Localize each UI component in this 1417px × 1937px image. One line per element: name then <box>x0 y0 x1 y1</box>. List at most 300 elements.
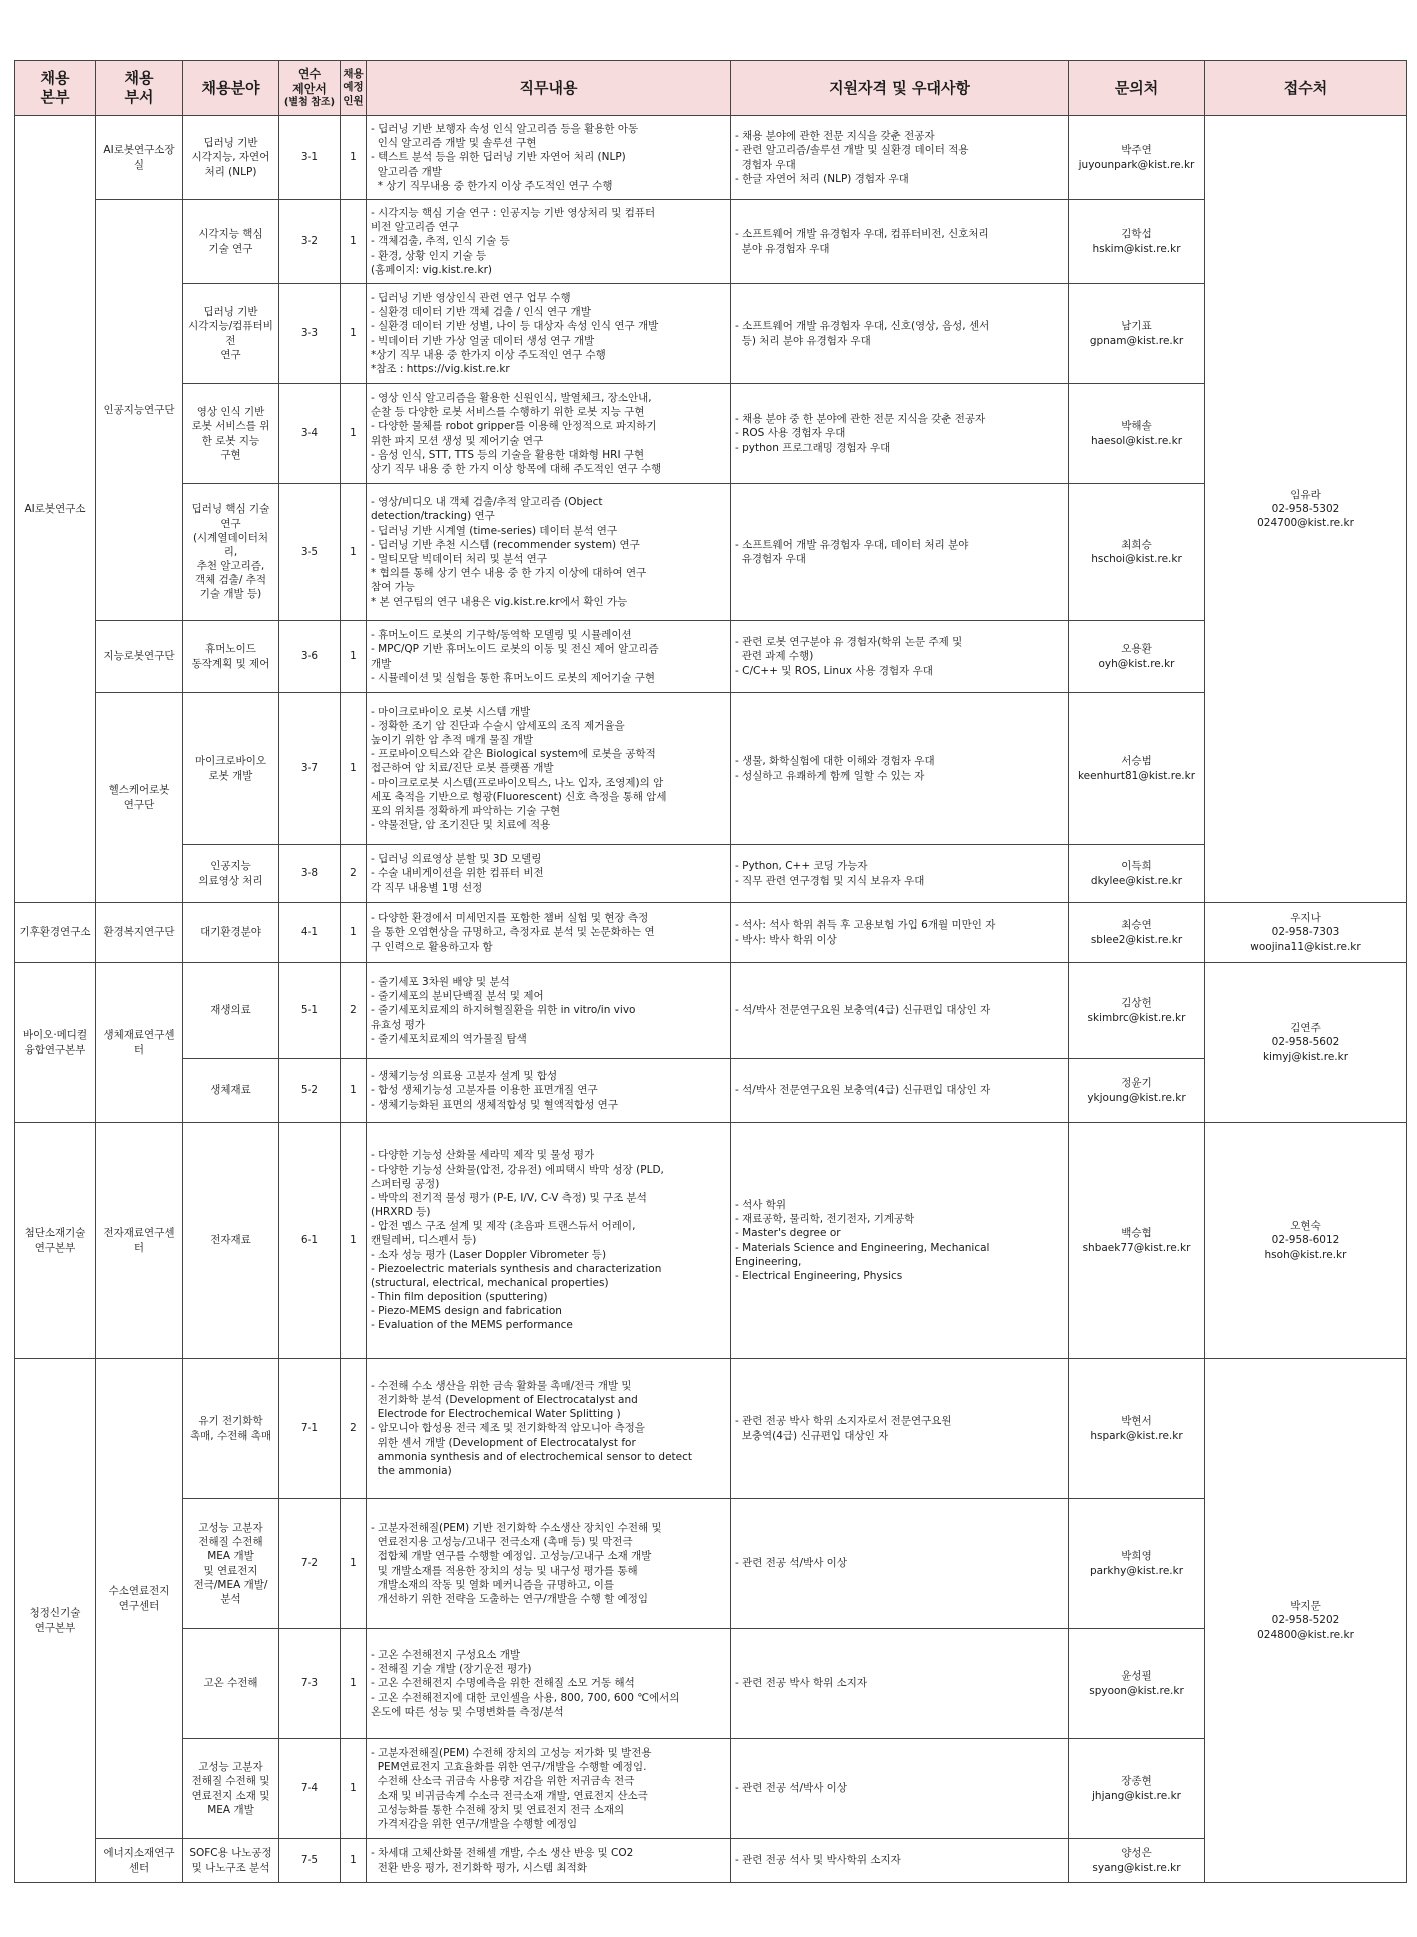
duty-line: - Evaluation of the MEMS performance <box>371 1319 573 1332</box>
qualifications-list <box>735 1781 1064 1795</box>
field-label: 딥러닝 핵심 기술 연구 (시계열데이터처리, 추천 알고리즘, 객체 검출/ 추적 기술 개발 등) <box>191 503 270 601</box>
reception-cell <box>1205 116 1407 903</box>
qualification-line: - 생물, 화학실험에 대한 이해와 경험자 우대 <box>735 755 935 768</box>
qualification-line: - 관련 전공 석/박사 이상 <box>735 1782 847 1795</box>
qualifications-cell <box>731 484 1069 621</box>
reception-email[interactable]: hsoh@kist.re.kr <box>1264 1248 1347 1261</box>
field-cell <box>183 1059 279 1123</box>
duty-line: 각 직무 내용별 1명 선정 <box>371 881 483 894</box>
duties-cell <box>367 1123 731 1359</box>
qualification-line: - 석/박사 전문연구요원 보충역(4급) 신규편입 대상인 자 <box>735 1084 991 1097</box>
qualifications-list <box>735 1198 1064 1283</box>
hq-label: 바이오·메디컬 융합연구본부 <box>22 1029 88 1056</box>
duty-line: - 전해질 기술 개발 (장기운전 평가) <box>371 1663 532 1676</box>
contact-cell <box>1069 845 1205 903</box>
duty-line: - 다양한 환경에서 미세먼지를 포함한 챔버 실험 및 현장 측정 <box>371 912 649 925</box>
contact-name: 박현서 <box>1121 1415 1152 1428</box>
proposal-code-text: 4-1 <box>300 926 319 939</box>
dept-label: AI로봇연구소장실 <box>103 144 175 171</box>
duty-line: - 생체기능성 의료용 고분자 설계 및 합성 <box>371 1070 558 1083</box>
table-row <box>15 903 1407 963</box>
proposal-code <box>279 1123 341 1359</box>
duties-list <box>371 1521 726 1606</box>
proposal-code-text: 3-1 <box>300 151 319 164</box>
qualifications-cell <box>731 384 1069 484</box>
header-contact: 문의처 <box>1069 61 1205 116</box>
duty-line: - 멀티모달 빅데이터 처리 및 분석 연구 <box>371 553 547 565</box>
duties-list <box>371 1746 726 1831</box>
table-row <box>15 621 1407 693</box>
dept-cell <box>96 200 183 621</box>
duty-line: - 딥러닝 기반 추천 시스템 (recommender system) 연구 <box>371 538 640 551</box>
contact-name: 정윤기 <box>1121 1077 1152 1090</box>
recruitment-table <box>14 60 1407 1883</box>
dept-label: 에너지소재연구센터 <box>103 1847 175 1874</box>
contact-email[interactable]: shbaek77@kist.re.kr <box>1082 1241 1191 1254</box>
duty-line: detection/tracking) 연구 <box>371 510 495 523</box>
duty-line: 수전해 산소극 귀금속 사용량 저감을 위한 저귀금속 전극 <box>371 1775 635 1788</box>
qualifications-list <box>735 754 1064 782</box>
proposal-code-text: 6-1 <box>300 1234 319 1247</box>
contact-email[interactable]: juyounpark@kist.re.kr <box>1078 158 1195 171</box>
duty-line: - 수술 내비게이션을 위한 컴퓨터 비전 <box>371 867 544 880</box>
proposal-code <box>279 693 341 845</box>
header-proposal-note: (별첨 참조) <box>283 96 336 108</box>
contact-email[interactable]: skimbrc@kist.re.kr <box>1087 1011 1186 1024</box>
qualification-line: - Electrical Engineering, Physics <box>735 1269 903 1282</box>
field-label: 고성능 고분자 전해질 수전해 및 연료전지 소재 및 MEA 개발 <box>191 1761 270 1816</box>
hq-cell <box>15 1123 96 1359</box>
duty-line: 개발소재의 작동 및 열화 메커니즘을 규명하고, 이를 <box>371 1578 615 1591</box>
table-row <box>15 1359 1407 1499</box>
duty-line: 개발 <box>371 657 392 670</box>
qualification-line: - python 프로그래밍 경험자 우대 <box>735 441 891 454</box>
duties-list <box>371 1379 726 1478</box>
contact-email[interactable]: parkhy@kist.re.kr <box>1089 1564 1184 1577</box>
duty-line: - 딥러닝 의료영상 분할 및 3D 모델링 <box>371 853 542 866</box>
contact-email[interactable]: spyoon@kist.re.kr <box>1089 1684 1184 1697</box>
duty-line: 가격저감을 위한 연구/개발을 수행할 예정임 <box>371 1817 578 1830</box>
duty-line: - 소자 성능 평가 (Laser Doppler Vibrometer 등) <box>371 1248 607 1261</box>
headcount-text: 1 <box>350 151 357 164</box>
field-cell <box>183 1629 279 1739</box>
headcount <box>341 484 367 621</box>
headcount <box>341 116 367 200</box>
headcount <box>341 845 367 903</box>
dept-cell <box>96 621 183 693</box>
qualifications-cell <box>731 1629 1069 1739</box>
duty-line: (structural, electrical, mechanical properties) <box>371 1276 609 1289</box>
table-row <box>15 845 1407 903</box>
field-cell <box>183 1359 279 1499</box>
headcount <box>341 1629 367 1739</box>
proposal-code-text: 3-5 <box>300 545 319 558</box>
proposal-code <box>279 384 341 484</box>
header-hq: 채용 본부 <box>15 61 96 116</box>
qualification-line: - 소프트웨어 개발 유경험자 우대, 신호(영상, 음성, 센서 <box>735 320 990 333</box>
reception-phone: 02-958-5302 <box>1271 502 1340 515</box>
duty-line: - 음성 인식, STT, TTS 등의 기술을 활용한 대화형 HRI 구현 <box>371 448 645 461</box>
duty-line: - 다양한 물체를 robot gripper를 이용해 안정적으로 파지하기 <box>371 420 657 433</box>
dept-label: 헬스케어로봇 연구단 <box>108 784 170 811</box>
duty-line: * 상기 직무내용 중 한가지 이상 주도적인 연구 수행 <box>371 179 613 192</box>
duties-list <box>371 122 726 193</box>
reception-cell <box>1205 903 1407 963</box>
field-label: 고성능 고분자 전해질 수전해 MEA 개발 및 연료전지 전극/MEA 개발/ 분석 <box>193 1521 268 1605</box>
proposal-code <box>279 845 341 903</box>
duty-line: - 객체검출, 추적, 인식 기술 등 <box>371 235 510 248</box>
qualifications-list <box>735 412 1064 455</box>
field-label: 마이크로바이오 로봇 개발 <box>194 755 266 782</box>
reception-phone: 02-958-6012 <box>1271 1234 1340 1247</box>
duties-cell <box>367 963 731 1059</box>
header-duties: 직무내용 <box>367 61 731 116</box>
qualification-line: 분야 유경험자 우대 <box>735 242 830 255</box>
headcount <box>341 621 367 693</box>
table-row <box>15 384 1407 484</box>
dept-cell <box>96 116 183 200</box>
header-row <box>15 61 1407 116</box>
headcount-text: 1 <box>350 1782 357 1795</box>
duty-line: 연료전지용 고성능/고내구 전극소재 (촉매 등) 및 막전극 <box>371 1536 633 1549</box>
field-cell <box>183 484 279 621</box>
qualifications-cell <box>731 693 1069 845</box>
duty-line: *참조 : https://vig.kist.re.kr <box>371 362 510 375</box>
header-field: 채용분야 <box>183 61 279 116</box>
proposal-code-text: 7-5 <box>300 1854 319 1867</box>
hq-cell <box>15 116 96 903</box>
reception-cell <box>1205 1359 1407 1883</box>
reception-name: 오현숙 <box>1290 1220 1321 1233</box>
duty-line: - 고분자전해질(PEM) 기반 전기화학 수소생산 장치인 수전해 및 <box>371 1521 662 1534</box>
qualification-line: - 석/박사 전문연구요원 보충역(4급) 신규편입 대상인 자 <box>735 1004 991 1017</box>
qualifications-cell <box>731 1499 1069 1629</box>
dept-cell <box>96 963 183 1123</box>
headcount-text: 1 <box>350 327 357 340</box>
duty-line: - 암모니아 합성용 전극 제조 및 전기화학적 암모니아 측정을 <box>371 1422 645 1435</box>
duty-line: PEM연료전지 고효율화를 위한 연구/개발을 수행할 예정임. <box>371 1761 647 1774</box>
hq-label: 청정신기술 연구본부 <box>29 1607 81 1634</box>
proposal-code <box>279 1359 341 1499</box>
duty-line: 상기 직무 내용 중 한 가지 이상 항목에 대해 주도적인 연구 수행 <box>371 462 662 475</box>
contact-email[interactable]: ykjoung@kist.re.kr <box>1087 1091 1186 1104</box>
duties-list <box>371 391 726 476</box>
headcount <box>341 1359 367 1499</box>
duty-line: *상기 직무 내용 중 한가지 이상 주도적인 연구 수행 <box>371 348 606 361</box>
proposal-code <box>279 1629 341 1739</box>
qualifications-cell <box>731 963 1069 1059</box>
table-row <box>15 1499 1407 1629</box>
table-row <box>15 693 1407 845</box>
duty-line: 세포 축적을 기반으로 형광(Fluorescent) 신호 측정을 통해 암세 <box>371 790 667 803</box>
field-cell <box>183 1499 279 1629</box>
contact-name: 양성은 <box>1121 1847 1152 1860</box>
duty-line: - 줄기세포의 분비단백질 분석 및 제어 <box>371 990 544 1003</box>
duty-line: - Thin film deposition (sputtering) <box>371 1291 548 1304</box>
contact-cell <box>1069 903 1205 963</box>
qualifications-list <box>735 129 1064 186</box>
headcount <box>341 200 367 284</box>
duty-line: - 시각지능 핵심 기술 연구 : 인공지능 기반 영상처리 및 컴퓨터 <box>371 207 656 220</box>
qualification-line: - 한글 자연어 처리 (NLP) 경험자 우대 <box>735 172 909 185</box>
duties-list <box>371 1069 726 1112</box>
duty-line: - 생체기능화된 표면의 생체적합성 및 혈액적합성 연구 <box>371 1098 618 1111</box>
qualifications-cell <box>731 284 1069 384</box>
duty-line: - 딥러닝 기반 영상인식 관련 연구 업무 수행 <box>371 291 571 304</box>
contact-cell <box>1069 384 1205 484</box>
field-label: 유기 전기화학 촉매, 수전해 촉매 <box>189 1415 271 1442</box>
field-label: 인공지능 의료영상 처리 <box>198 860 263 887</box>
proposal-code-text: 3-8 <box>300 867 319 880</box>
duties-list <box>371 705 726 833</box>
duties-cell <box>367 1629 731 1739</box>
contact-cell <box>1069 1739 1205 1839</box>
qualification-line: 보충역(4급) 신규편입 대상인 자 <box>735 1429 889 1442</box>
field-label: SOFC용 나노공정 및 나노구조 분석 <box>189 1847 272 1874</box>
contact-name: 박희영 <box>1121 1550 1152 1563</box>
proposal-code <box>279 484 341 621</box>
reception-cell <box>1205 963 1407 1123</box>
contact-name: 백승협 <box>1121 1227 1152 1240</box>
contact-name: 오용환 <box>1121 643 1152 656</box>
duty-line: 순찰 등 다양한 로봇 서비스를 수행하기 위한 로봇 지능 구현 <box>371 406 645 419</box>
hq-cell <box>15 963 96 1123</box>
proposal-code-text: 5-2 <box>300 1084 319 1097</box>
headcount <box>341 1839 367 1883</box>
duty-line: - 딥러닝 기반 시계열 (time-series) 데이터 분석 연구 <box>371 524 618 537</box>
contact-cell <box>1069 116 1205 200</box>
contact-email[interactable]: hskim@kist.re.kr <box>1092 242 1181 255</box>
reception-name: 임유라 <box>1290 488 1321 501</box>
reception-cell <box>1205 1123 1407 1359</box>
proposal-code <box>279 284 341 384</box>
contact-cell <box>1069 200 1205 284</box>
dept-label: 전자재료연구센터 <box>103 1227 175 1254</box>
contact-email[interactable]: hschoi@kist.re.kr <box>1091 553 1182 565</box>
duty-line: - 수전해 수소 생산을 위한 금속 활화물 촉매/전극 개발 및 <box>371 1379 632 1392</box>
headcount-text: 1 <box>350 427 357 440</box>
qualification-line: 유경험자 우대 <box>735 553 806 565</box>
proposal-code <box>279 903 341 963</box>
qualifications-cell <box>731 845 1069 903</box>
headcount-text: 1 <box>350 1234 357 1247</box>
contact-email[interactable]: dkylee@kist.re.kr <box>1090 874 1183 887</box>
field-label: 생체재료 <box>210 1084 251 1097</box>
duty-line: 알고리즘 개발 <box>371 165 442 178</box>
qualification-line: - 소프트웨어 개발 유경험자 우대, 컴퓨터비전, 신호처리 <box>735 228 989 241</box>
qualification-line: - 성실하고 유쾌하게 함께 일할 수 있는 자 <box>735 769 925 782</box>
duty-line: - 박막의 전기적 물성 평가 (P-E, I/V, C-V 측정) 및 구조 분석 <box>371 1191 647 1204</box>
field-cell <box>183 384 279 484</box>
qualification-line: - 채용 분야에 관한 전문 지식을 갖춘 전공자 <box>735 130 935 143</box>
duty-line: the ammonia) <box>371 1464 452 1477</box>
table-row <box>15 1629 1407 1739</box>
proposal-code-text: 3-6 <box>300 650 319 663</box>
duties-list <box>371 495 726 608</box>
contact-email[interactable]: hspark@kist.re.kr <box>1090 1429 1183 1442</box>
proposal-code <box>279 116 341 200</box>
reception-email[interactable]: 024800@kist.re.kr <box>1257 1628 1354 1641</box>
duty-line: - MPC/QP 기반 휴머노이드 로봇의 이동 및 전신 제어 알고리즘 <box>371 643 659 656</box>
duties-cell <box>367 845 731 903</box>
dept-cell <box>96 1839 183 1883</box>
duty-line: 접근하여 암 치료/진단 로봇 플랫폼 개발 <box>371 762 554 775</box>
contact-cell <box>1069 1499 1205 1629</box>
duty-line: 및 개발소재를 적용한 장치의 성능 및 내구성 평가를 통해 <box>371 1564 638 1577</box>
qualification-line: 관련 과제 수행) <box>735 650 814 663</box>
duty-line: 소재 및 비귀금속계 수소극 전극소재 개발, 연료전지 산소극 <box>371 1789 648 1802</box>
qualification-line: - 관련 전공 석/박사 이상 <box>735 1557 847 1570</box>
qualification-line: - 관련 전공 박사 학위 소지자 <box>735 1677 868 1690</box>
proposal-code <box>279 1059 341 1123</box>
proposal-code-text: 7-4 <box>300 1782 319 1795</box>
duty-line: - 압전 멤스 구조 설계 및 제작 (초음파 트랜스듀서 어레이, <box>371 1220 636 1233</box>
duty-line: - 영상/비디오 내 객체 검출/추적 알고리즘 (Object <box>371 496 603 509</box>
contact-cell <box>1069 963 1205 1059</box>
proposal-code-text: 3-2 <box>300 235 319 248</box>
field-label: 전자재료 <box>210 1234 251 1247</box>
qualifications-list <box>735 227 1064 255</box>
headcount-text: 1 <box>350 762 357 775</box>
duty-line: 전환 반응 평가, 전기화학 평가, 시스템 최적화 <box>371 1861 587 1874</box>
headcount-text: 1 <box>350 1084 357 1097</box>
contact-email[interactable]: gpnam@kist.re.kr <box>1089 334 1184 347</box>
contact-cell <box>1069 484 1205 621</box>
field-label: 재생의료 <box>210 1004 251 1017</box>
table-row <box>15 284 1407 384</box>
duty-line: - Piezoelectric materials synthesis and characterization <box>371 1262 662 1275</box>
qualification-line: - 관련 알고리즘/솔루션 개발 및 실환경 데이터 적용 <box>735 144 969 157</box>
header-proposal: 연수 제안서 (별첨 참조) <box>279 61 341 116</box>
duties-list <box>371 206 726 277</box>
duty-line: 온도에 따른 성능 및 수명변화를 측정/분석 <box>371 1705 564 1718</box>
headcount <box>341 963 367 1059</box>
qualifications-cell <box>731 903 1069 963</box>
hq-cell <box>15 1359 96 1883</box>
reception-email[interactable]: woojina11@kist.re.kr <box>1250 940 1361 953</box>
duties-list <box>371 628 726 685</box>
contact-cell <box>1069 1359 1205 1499</box>
qualification-line: - 석사 학위 <box>735 1198 787 1211</box>
duties-list <box>371 852 726 895</box>
field-cell <box>183 200 279 284</box>
proposal-code-text: 7-1 <box>300 1422 319 1435</box>
qualification-line: - 소프트웨어 개발 유경험자 우대, 데이터 처리 분야 <box>735 538 969 551</box>
headcount-text: 2 <box>350 1422 357 1435</box>
headcount <box>341 384 367 484</box>
table-row <box>15 116 1407 200</box>
contact-email[interactable]: sblee2@kist.re.kr <box>1090 933 1183 946</box>
contact-email[interactable]: keenhurt81@kist.re.kr <box>1077 769 1196 782</box>
qualification-line: - 관련 로봇 연구분야 유 경험자(학위 논문 주제 및 <box>735 636 963 649</box>
dept-cell <box>96 1359 183 1839</box>
duty-line: 유효성 평가 <box>371 1018 426 1031</box>
qualification-line: - 관련 전공 박사 학위 소지자로서 전문연구요원 <box>735 1415 952 1428</box>
headcount-text: 1 <box>350 545 357 558</box>
headcount-text: 1 <box>350 926 357 939</box>
duty-line: * 본 연구팀의 연구 내용은 vig.kist.re.kr에서 확인 가능 <box>371 595 628 608</box>
duty-line: - 고온 수전해전지 구성요소 개발 <box>371 1649 520 1662</box>
contact-cell <box>1069 621 1205 693</box>
contact-email[interactable]: syang@kist.re.kr <box>1092 1861 1181 1874</box>
field-label: 영상 인식 기반 로봇 서비스를 위 한 로봇 지능 구현 <box>191 406 270 461</box>
headcount-text: 1 <box>350 1677 357 1690</box>
qualification-line: - 석사: 석사 학위 취득 후 고용보험 가입 6개월 미만인 자 <box>735 919 996 932</box>
field-cell <box>183 116 279 200</box>
duty-line: - 다양한 기능성 산화물(압전, 강유전) 에피택시 박막 성장 (PLD, <box>371 1163 664 1176</box>
qualification-line: - ROS 사용 경험자 우대 <box>735 427 846 440</box>
contact-cell <box>1069 1839 1205 1883</box>
qualifications-list <box>735 1083 1064 1097</box>
contact-name: 김학섭 <box>1121 228 1152 241</box>
qualifications-list <box>735 1003 1064 1017</box>
proposal-code-text: 7-3 <box>300 1677 319 1690</box>
duty-line: - 다양한 기능성 산화물 세라믹 제작 및 물성 평가 <box>371 1149 595 1162</box>
header-headcount: 채용 예정 인원 <box>341 61 367 116</box>
contact-name: 박주연 <box>1121 144 1152 157</box>
contact-name: 윤성필 <box>1121 1670 1152 1683</box>
duties-list <box>371 291 726 376</box>
contact-email[interactable]: haesol@kist.re.kr <box>1090 434 1183 447</box>
duties-list <box>371 1846 726 1874</box>
dept-label: 수소연료전지 연구센터 <box>108 1585 170 1612</box>
contact-name: 서승범 <box>1121 755 1152 768</box>
qualification-line: - Master's degree or <box>735 1227 841 1240</box>
duties-cell <box>367 903 731 963</box>
proposal-code <box>279 1739 341 1839</box>
reception-email[interactable]: 024700@kist.re.kr <box>1257 517 1354 530</box>
headcount <box>341 693 367 845</box>
headcount-text: 2 <box>350 867 357 880</box>
proposal-code-text: 3-4 <box>300 427 319 440</box>
field-cell <box>183 845 279 903</box>
header-dept: 채용 부서 <box>96 61 183 116</box>
duty-line: (HRXRD 등) <box>371 1206 431 1219</box>
contact-email[interactable]: oyh@kist.re.kr <box>1098 657 1175 670</box>
proposal-code-text: 7-2 <box>300 1557 319 1570</box>
headcount <box>341 903 367 963</box>
duty-line: 스퍼터링 공정) <box>371 1177 440 1190</box>
contact-cell <box>1069 1629 1205 1739</box>
dept-label: 지능로봇연구단 <box>103 650 175 663</box>
contact-cell <box>1069 1059 1205 1123</box>
dept-cell <box>96 903 183 963</box>
duties-list <box>371 975 726 1046</box>
duties-list <box>371 911 726 954</box>
qualifications-list <box>735 635 1064 678</box>
headcount-text: 1 <box>350 1854 357 1867</box>
duties-list <box>371 1648 726 1719</box>
proposal-code <box>279 1839 341 1883</box>
contact-cell <box>1069 1123 1205 1359</box>
duty-line: - 텍스트 분석 등을 위한 딥러닝 기반 자연어 처리 (NLP) <box>371 151 626 164</box>
qualifications-list <box>735 1556 1064 1570</box>
hq-label: AI로봇연구소 <box>24 502 86 515</box>
qualification-line: - 박사: 박사 학위 이상 <box>735 933 837 946</box>
duty-line: 캔틸레버, 디스펜서 등) <box>371 1234 477 1247</box>
duties-cell <box>367 1359 731 1499</box>
qualification-line: 경험자 우대 <box>735 158 796 171</box>
duty-line: - 영상 인식 알고리즘을 활용한 신원인식, 발열체크, 장소안내, <box>371 391 652 404</box>
duty-line: * 협의를 통해 상기 연수 내용 중 한 가지 이상에 대하여 연구 <box>371 567 647 580</box>
field-label: 딥러닝 기반 시각지능/컴퓨터비전 연구 <box>188 306 273 361</box>
qualification-line: - Python, C++ 코딩 가능자 <box>735 860 868 873</box>
headcount-text: 2 <box>350 1004 357 1017</box>
contact-email[interactable]: jhjang@kist.re.kr <box>1092 1789 1181 1802</box>
dept-cell <box>96 693 183 903</box>
reception-email[interactable]: kimyj@kist.re.kr <box>1262 1050 1349 1063</box>
headcount <box>341 1499 367 1629</box>
